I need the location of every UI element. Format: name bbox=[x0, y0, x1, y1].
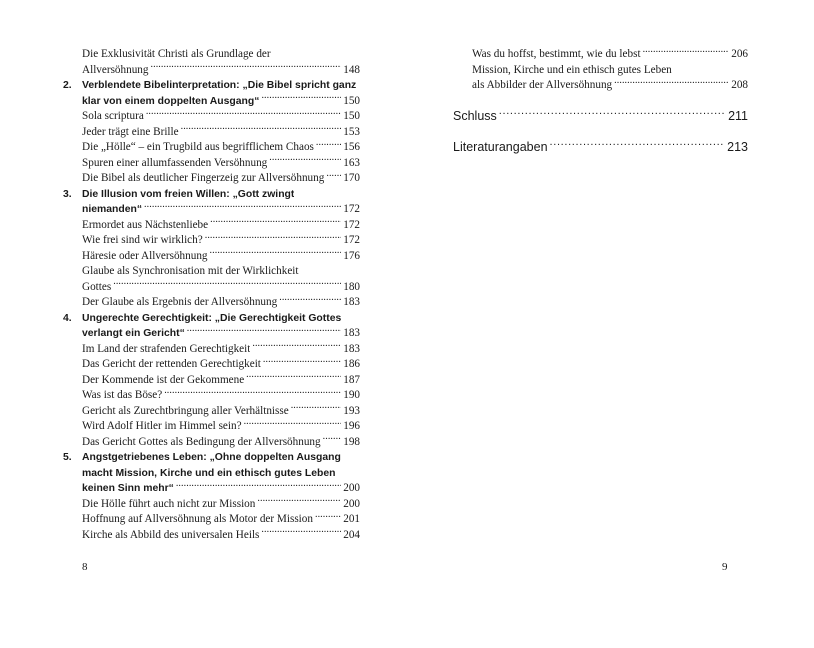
entry-title: Kirche als Abbild des universalen Heils bbox=[82, 528, 260, 541]
entry-page-number: 163 bbox=[343, 156, 360, 169]
entry-title: Das Gericht Gottes als Bedingung der Allversöhnung bbox=[82, 435, 321, 448]
entry-title: Im Land der strafenden Gerechtigkeit bbox=[82, 342, 251, 355]
toc-entry bbox=[63, 419, 360, 435]
entry-title: Häresie oder Allversöhnung bbox=[82, 249, 208, 262]
entry-page-number: 190 bbox=[343, 389, 360, 401]
entry-title: Das Gericht der rettenden Gerechtigkeit bbox=[82, 358, 261, 370]
entry-page-number: 180 bbox=[343, 280, 360, 293]
dot-leader bbox=[323, 435, 342, 445]
entry-title: Ungerechte Gerechtigkeit: „Die Gerechtigkeit Gottes bbox=[82, 312, 342, 324]
right-page-toc bbox=[453, 47, 748, 156]
section-page-number: 213 bbox=[727, 139, 748, 154]
toc-entry bbox=[63, 156, 360, 172]
entry-page-number: 186 bbox=[343, 358, 360, 370]
toc-entry bbox=[63, 171, 360, 187]
left-page-toc bbox=[63, 47, 360, 543]
dot-leader bbox=[643, 47, 730, 57]
toc-entry bbox=[63, 311, 360, 327]
entry-page-number: 187 bbox=[343, 373, 360, 386]
dot-leader bbox=[176, 481, 341, 491]
right-page-subentries bbox=[453, 47, 748, 94]
dot-leader bbox=[210, 218, 341, 228]
dot-leader bbox=[291, 404, 342, 414]
entry-title: Was ist das Böse? bbox=[82, 389, 163, 401]
toc-entry bbox=[63, 78, 360, 94]
toc-section-entry bbox=[453, 107, 748, 125]
toc-entry bbox=[63, 373, 360, 389]
toc-entry bbox=[63, 140, 360, 156]
entry-title: macht Mission, Kirche und ein ethisch gutes Leben bbox=[82, 467, 336, 479]
entry-title: Die Exklusivität Christi als Grundlage der bbox=[82, 48, 271, 60]
chapter-number: 2. bbox=[63, 80, 72, 91]
left-page-number: 8 bbox=[82, 561, 88, 573]
toc-entry bbox=[453, 63, 748, 79]
entry-title: Der Kommende ist der Gekommene bbox=[82, 373, 245, 386]
entry-title: Gottes bbox=[82, 280, 112, 293]
entry-title: niemanden“ bbox=[82, 204, 143, 215]
toc-entry bbox=[63, 295, 360, 311]
entry-title: Wie frei sind wir wirklich? bbox=[82, 234, 203, 246]
toc-entry bbox=[453, 78, 748, 94]
entry-page-number: 172 bbox=[343, 218, 360, 231]
dot-leader bbox=[326, 171, 341, 181]
entry-page-number: 170 bbox=[343, 172, 360, 184]
toc-entry bbox=[63, 404, 360, 420]
dot-leader bbox=[316, 140, 341, 150]
entry-title: Hoffnung auf Allversöhnung als Motor der Mission bbox=[82, 513, 313, 525]
entry-page-number: 156 bbox=[343, 141, 360, 153]
toc-entry bbox=[63, 388, 360, 404]
dot-leader bbox=[205, 233, 342, 243]
right-page-number: 9 bbox=[722, 561, 728, 573]
toc-entry bbox=[63, 249, 360, 265]
toc-entry bbox=[63, 94, 360, 110]
entry-title: Spuren einer allumfassenden Versöhnung bbox=[82, 156, 268, 169]
entry-title: Was du hoffst, bestimmt, wie du lebst bbox=[472, 48, 641, 60]
entry-title: Die Illusion vom freien Willen: „Gott zwingt bbox=[82, 188, 295, 200]
toc-entry bbox=[63, 264, 360, 280]
entry-page-number: 200 bbox=[343, 482, 360, 494]
dot-leader bbox=[614, 78, 729, 88]
entry-page-number: 200 bbox=[343, 497, 360, 510]
entry-page-number: 150 bbox=[343, 94, 360, 107]
dot-leader bbox=[550, 141, 726, 151]
entry-title: als Abbilder der Allversöhnung bbox=[472, 79, 613, 91]
toc-entry bbox=[63, 233, 360, 249]
entry-page-number: 183 bbox=[343, 296, 360, 308]
dot-leader bbox=[144, 202, 341, 212]
dot-leader bbox=[146, 109, 341, 119]
dot-leader bbox=[257, 497, 341, 507]
entry-title: Verblendete Bibelinterpretation: „Die Bibel spricht ganz bbox=[82, 80, 357, 91]
entry-title: klar von einem doppelten Ausgang“ bbox=[82, 95, 260, 107]
entry-title: verlangt ein Gericht“ bbox=[82, 328, 185, 339]
entry-title: Die Bibel als deutlicher Fingerzeig zur Allversöhnung bbox=[82, 172, 325, 184]
toc-entry bbox=[63, 280, 360, 296]
toc-entry bbox=[63, 202, 360, 218]
entry-page-number: 183 bbox=[343, 342, 360, 355]
toc-entry bbox=[63, 466, 360, 482]
toc-entry bbox=[63, 47, 360, 63]
dot-leader bbox=[113, 280, 341, 290]
entry-title: Ermordet aus Nächstenliebe bbox=[82, 218, 209, 231]
toc-entry bbox=[63, 528, 360, 544]
entry-page-number: 201 bbox=[343, 513, 360, 525]
entry-title: keinen Sinn mehr“ bbox=[82, 483, 174, 494]
toc-entry bbox=[63, 218, 360, 234]
entry-title: Jeder trägt eine Brille bbox=[82, 125, 179, 138]
toc-entry bbox=[63, 187, 360, 203]
entry-page-number: 172 bbox=[343, 203, 360, 215]
dot-leader bbox=[187, 326, 341, 336]
entry-page-number: 148 bbox=[343, 63, 360, 76]
dot-leader bbox=[246, 373, 341, 383]
entry-page-number: 206 bbox=[731, 48, 748, 60]
dot-leader bbox=[499, 110, 726, 120]
chapter-number: 5. bbox=[63, 452, 72, 463]
toc-entry bbox=[63, 512, 360, 528]
entry-page-number: 172 bbox=[343, 234, 360, 246]
entry-page-number: 198 bbox=[343, 435, 360, 448]
entry-title: Allversöhnung bbox=[82, 63, 149, 76]
entry-title: Wird Adolf Hitler im Himmel sein? bbox=[82, 420, 242, 432]
entry-page-number: 193 bbox=[343, 404, 360, 417]
toc-entry bbox=[63, 435, 360, 451]
entry-page-number: 183 bbox=[343, 327, 360, 339]
toc-entry bbox=[63, 497, 360, 513]
entry-title: Mission, Kirche und ein ethisch gutes Leben bbox=[472, 63, 672, 76]
dot-leader bbox=[261, 94, 341, 104]
dot-leader bbox=[315, 512, 341, 522]
dot-leader bbox=[263, 357, 341, 367]
entry-page-number: 196 bbox=[343, 420, 360, 432]
toc-entry bbox=[63, 63, 360, 79]
toc-entry bbox=[63, 109, 360, 125]
toc-section-entry bbox=[453, 138, 748, 156]
entry-page-number: 176 bbox=[343, 249, 360, 262]
entry-title: Glaube als Synchronisation mit der Wirklichkeit bbox=[82, 265, 299, 277]
section-title: Schluss bbox=[453, 108, 497, 123]
dot-leader bbox=[210, 249, 342, 259]
entry-page-number: 150 bbox=[343, 110, 360, 122]
dot-leader bbox=[252, 342, 341, 352]
entry-page-number: 208 bbox=[731, 79, 748, 91]
entry-title: Sola scriptura bbox=[82, 110, 144, 122]
toc-entry bbox=[63, 481, 360, 497]
dot-leader bbox=[279, 295, 341, 305]
toc-entry bbox=[453, 47, 748, 63]
section-page-number: 211 bbox=[728, 108, 748, 123]
toc-entry bbox=[63, 342, 360, 358]
toc-entry bbox=[63, 125, 360, 141]
chapter-number: 3. bbox=[63, 188, 72, 200]
entry-title: Die „Hölle“ – ein Trugbild aus begrifflichem Chaos bbox=[82, 141, 314, 153]
dot-leader bbox=[269, 156, 341, 166]
toc-entry bbox=[63, 357, 360, 373]
entry-page-number: 204 bbox=[343, 528, 360, 541]
entry-page-number: 153 bbox=[343, 125, 360, 138]
entry-title: Gericht als Zurechtbringung aller Verhältnisse bbox=[82, 404, 289, 417]
toc-entry bbox=[63, 450, 360, 466]
dot-leader bbox=[164, 388, 341, 398]
entry-title: Der Glaube als Ergebnis der Allversöhnung bbox=[82, 296, 278, 308]
toc-entry bbox=[63, 326, 360, 342]
section-title: Literaturangaben bbox=[453, 139, 548, 154]
entry-title: Angstgetriebenes Leben: „Ohne doppelten Ausgang bbox=[82, 452, 341, 463]
dot-leader bbox=[181, 125, 342, 135]
chapter-number: 4. bbox=[63, 312, 72, 324]
dot-leader bbox=[244, 419, 342, 429]
dot-leader bbox=[261, 528, 341, 538]
dot-leader bbox=[151, 63, 342, 73]
right-page-sections bbox=[453, 107, 748, 156]
entry-title: Die Hölle führt auch nicht zur Mission bbox=[82, 497, 256, 510]
